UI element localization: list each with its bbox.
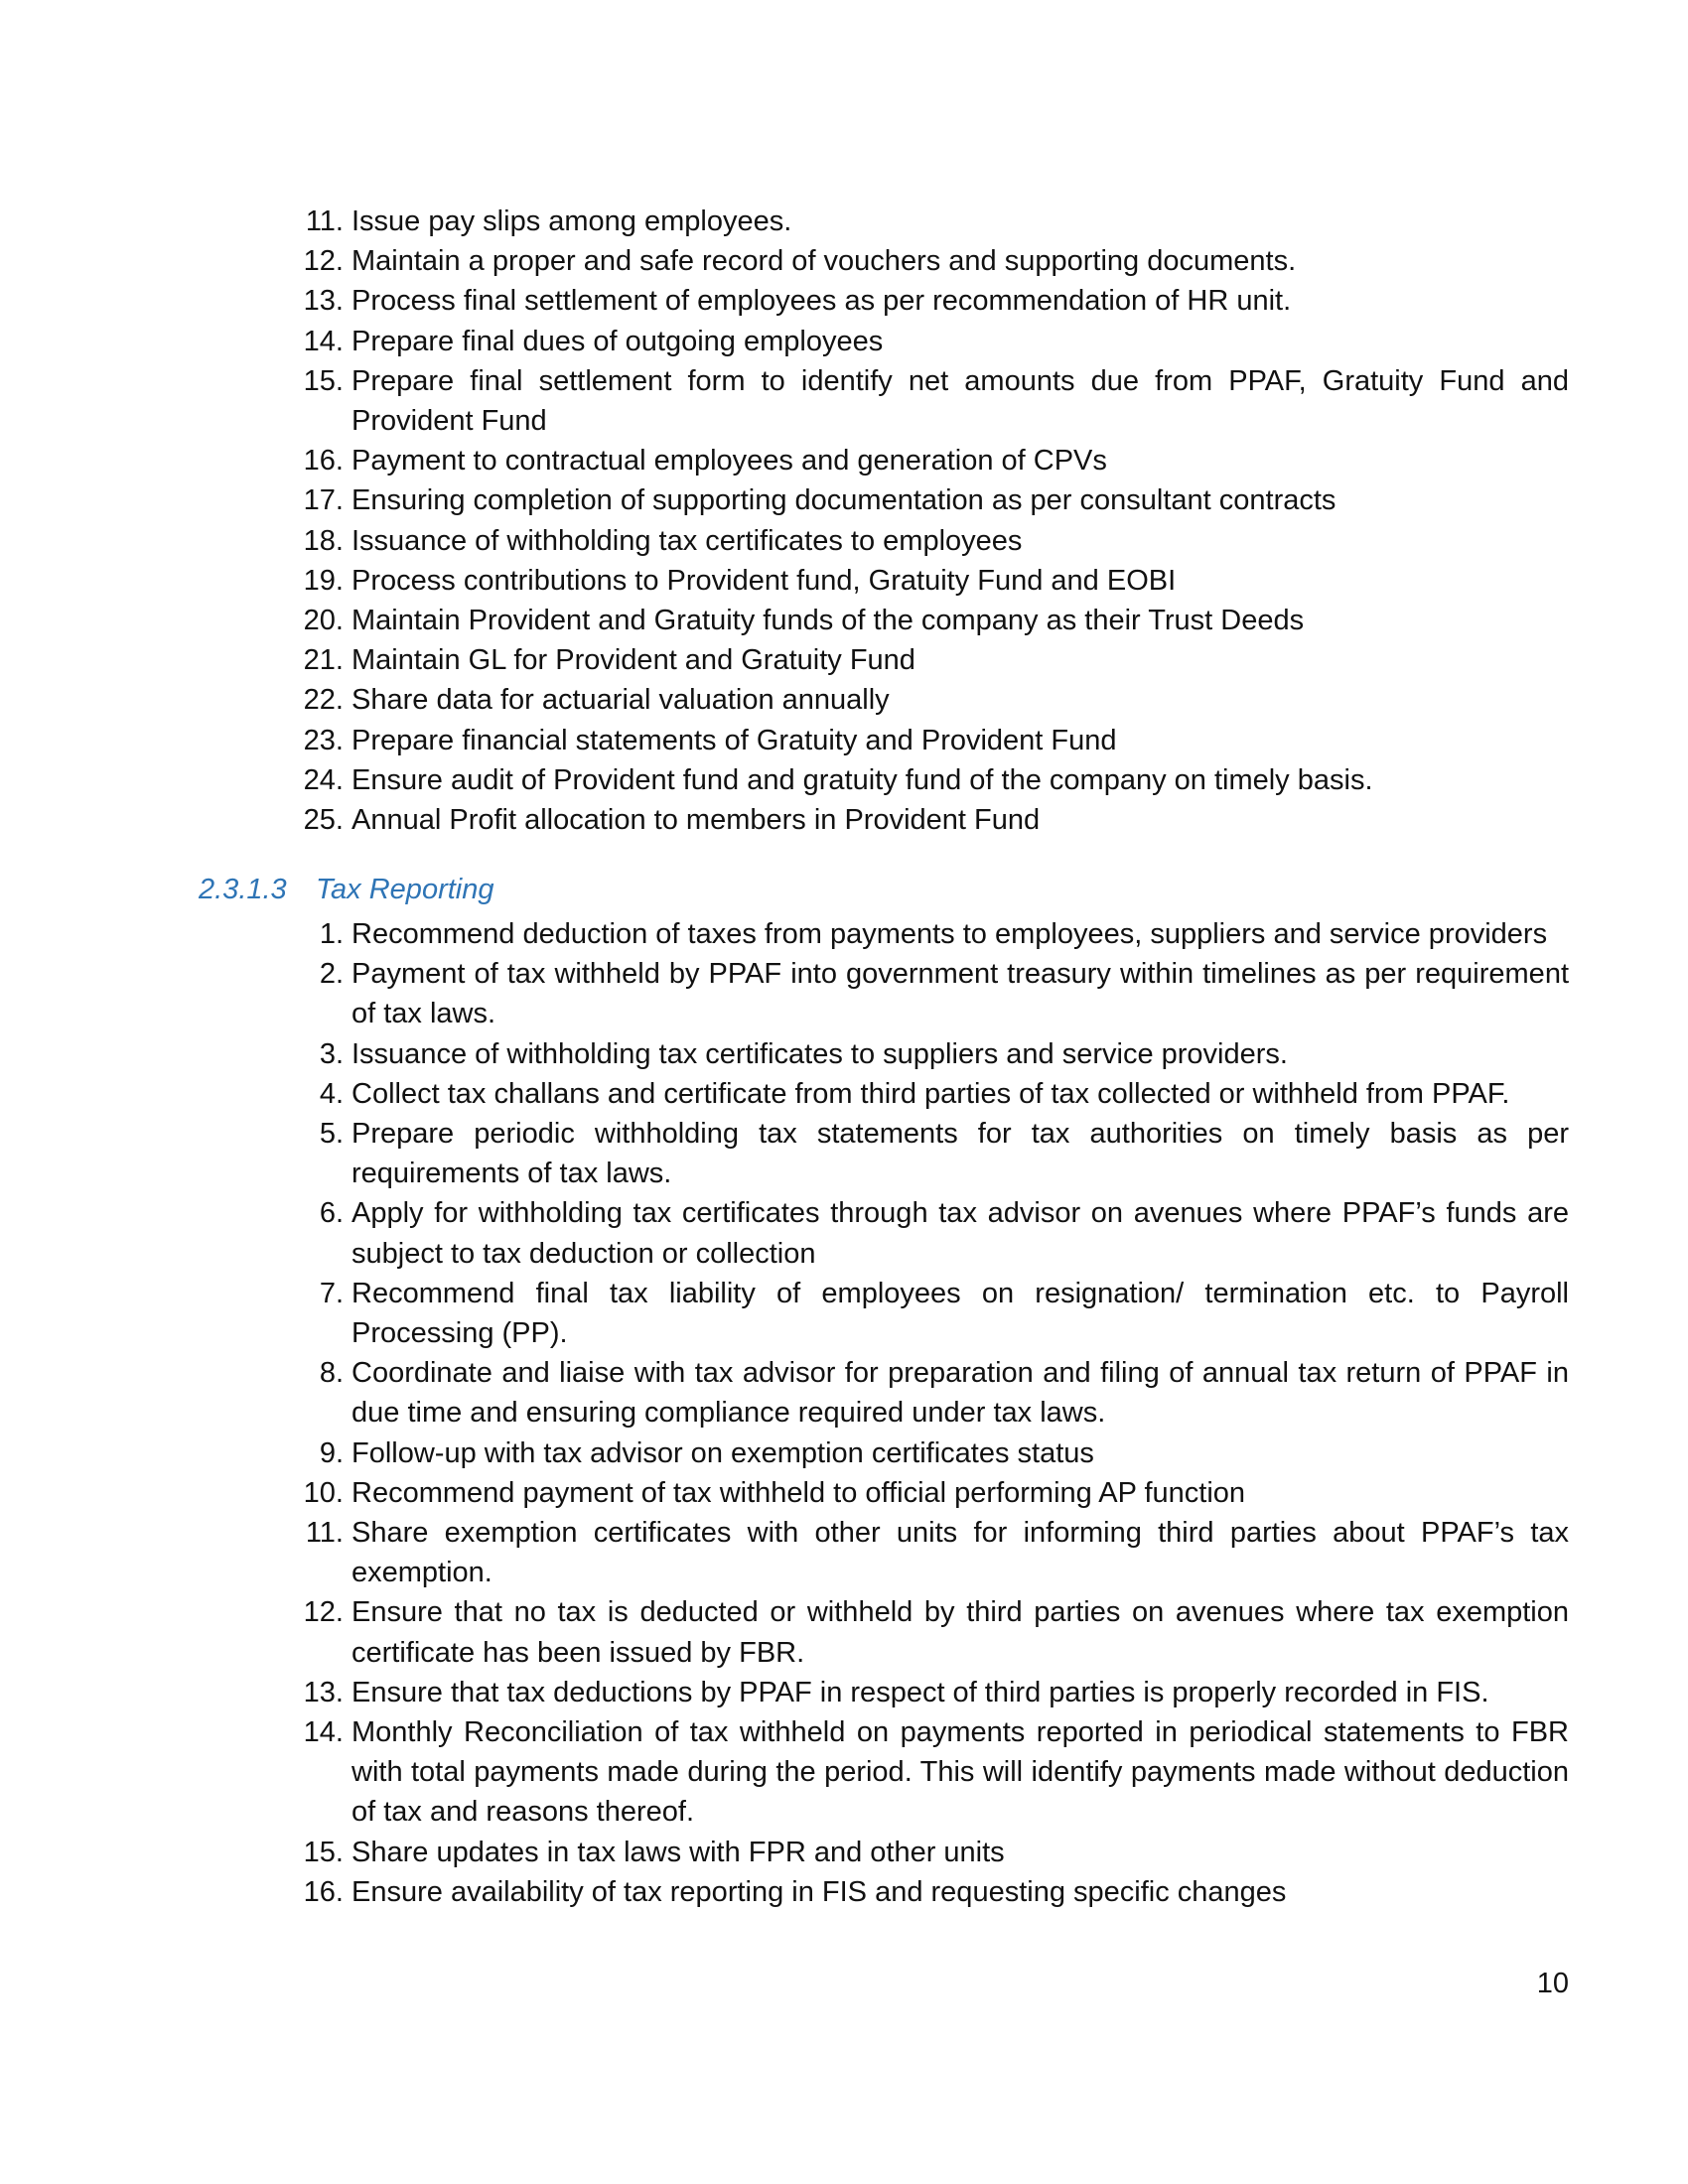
list-item-number: 3.: [319, 1037, 344, 1070]
list-item: [294, 800, 1569, 840]
list-item-number: 15.: [303, 1836, 344, 1868]
section-heading: [199, 870, 493, 909]
list-item-text: Coordinate and liaise with tax advisor for preparation and filing of annual tax return of PPAF in due time and ensuring compliance required under tax laws.: [352, 1357, 1569, 1430]
list-item-text: Payment to contractual employees and generation of CPVs: [352, 445, 1107, 478]
list-item: [294, 1833, 1569, 1872]
list-item-number: 13.: [303, 285, 344, 318]
list-item-text: Payment of tax withheld by PPAF into government treasury within timelines as per requirement of tax laws.: [352, 958, 1569, 1030]
list-item-text: Issuance of withholding tax certificates to suppliers and service providers.: [352, 1037, 1288, 1070]
list-item-number: 1.: [319, 918, 344, 950]
list-item: [294, 760, 1569, 800]
section-title: Tax Reporting: [316, 874, 494, 905]
list-item-number: 12.: [303, 245, 344, 278]
list-item-number: 22.: [303, 684, 344, 717]
list-item-number: 10.: [303, 1476, 344, 1509]
list-item-number: 11.: [305, 205, 344, 237]
list-item-number: 12.: [303, 1596, 344, 1629]
list-item-number: 16.: [303, 445, 344, 478]
list-item: [294, 241, 1569, 281]
list-item-text: Share exemption certificates with other units for informing third parties about PPAF’s tax exemption.: [352, 1517, 1569, 1589]
list-item: [294, 1433, 1569, 1473]
list-item: [294, 721, 1569, 760]
list-item-number: 13.: [303, 1676, 344, 1708]
list-item-text: Ensure that tax deductions by PPAF in respect of third parties is properly recorded in FIS.: [352, 1676, 1489, 1708]
list-item-number: 24.: [303, 763, 344, 796]
list-item-text: Ensure that no tax is deducted or withheld by third parties on avenues where tax exemption certificate has been issued by FBR.: [352, 1596, 1569, 1669]
list-item-number: 16.: [303, 1875, 344, 1908]
list-item-text: Ensure audit of Provident fund and gratuity fund of the company on timely basis.: [352, 763, 1373, 796]
list-item-number: 11.: [305, 1517, 344, 1550]
list-item: [294, 954, 1569, 1033]
list-item-text: Maintain Provident and Gratuity funds of the company as their Trust Deeds: [352, 605, 1305, 637]
tax-reporting-list: [294, 914, 1569, 1912]
list-item-number: 8.: [319, 1357, 344, 1390]
list-item: [294, 441, 1569, 480]
list-item-number: 5.: [319, 1118, 344, 1151]
list-item-text: Ensure availability of tax reporting in FIS and requesting specific changes: [352, 1875, 1287, 1908]
list-item-number: 20.: [303, 605, 344, 637]
list-item: [294, 521, 1569, 561]
list-item-text: Prepare periodic withholding tax statements for tax authorities on timely basis as per requirements of tax laws.: [352, 1118, 1569, 1190]
list-item: [294, 1712, 1569, 1833]
list-item-number: 23.: [303, 724, 344, 756]
list-item-text: Maintain GL for Provident and Gratuity Fund: [352, 644, 915, 677]
list-item-number: 21.: [303, 644, 344, 677]
page-number: 10: [1536, 1968, 1569, 1999]
list-item-number: 4.: [319, 1077, 344, 1110]
list-item-number: 25.: [303, 804, 344, 837]
list-item-text: Recommend payment of tax withheld to official performing AP function: [352, 1476, 1246, 1509]
list-item: [294, 561, 1569, 601]
list-item: [294, 322, 1569, 361]
list-item-number: 15.: [303, 364, 344, 397]
list-item-number: 9.: [319, 1436, 344, 1469]
list-item-text: Apply for withholding tax certificates through tax advisor on avenues where PPAF’s funds are subject to tax deduction or collection: [352, 1197, 1569, 1270]
list-item-text: Issue pay slips among employees.: [352, 205, 792, 237]
list-item: [294, 202, 1569, 241]
list-item-number: 6.: [319, 1197, 344, 1230]
list-item-text: Process final settlement of employees as per recommendation of HR unit.: [352, 285, 1292, 318]
list-item: [294, 1473, 1569, 1513]
list-item: [294, 1513, 1569, 1592]
list-item: [294, 680, 1569, 720]
list-item: [294, 1274, 1569, 1353]
list-item: [294, 1872, 1569, 1912]
list-item-text: Prepare financial statements of Gratuity and Provident Fund: [352, 724, 1117, 756]
list-item: [294, 281, 1569, 321]
list-item-number: 17.: [303, 484, 344, 517]
list-item: [294, 640, 1569, 680]
list-item: [294, 1673, 1569, 1712]
list-item: [294, 1353, 1569, 1433]
list-item: [294, 1034, 1569, 1074]
list-item-text: Prepare final settlement form to identify net amounts due from PPAF, Gratuity Fund and Provident Fund: [352, 364, 1569, 438]
list-item-number: 14.: [303, 325, 344, 357]
list-item-text: Follow-up with tax advisor on exemption certificates status: [352, 1436, 1094, 1469]
list-item: [294, 361, 1569, 441]
list-item-text: Maintain a proper and safe record of vouchers and supporting documents.: [352, 245, 1297, 278]
list-item: [294, 914, 1569, 954]
list-item-text: Collect tax challans and certificate from third parties of tax collected or withheld from PPAF.: [352, 1077, 1510, 1110]
payroll-duties-list: [294, 202, 1569, 840]
list-item-text: Recommend deduction of taxes from payments to employees, suppliers and service providers: [352, 918, 1548, 950]
list-item: [294, 1592, 1569, 1672]
list-item: [294, 1074, 1569, 1114]
list-item-number: 7.: [319, 1277, 344, 1309]
list-item-text: Recommend final tax liability of employees on resignation/ termination etc. to Payroll Processing (PP).: [352, 1277, 1569, 1350]
list-item-text: Share updates in tax laws with FPR and other units: [352, 1836, 1005, 1868]
list-item-text: Issuance of withholding tax certificates to employees: [352, 524, 1023, 557]
list-item-text: Annual Profit allocation to members in Provident Fund: [352, 804, 1041, 837]
list-item-text: Ensuring completion of supporting documentation as per consultant contracts: [352, 484, 1336, 517]
section-number: 2.3.1.3: [199, 874, 287, 905]
list-item-text: Monthly Reconciliation of tax withheld on payments reported in periodical statements to FBR with total payments made during the period. This will identify payments made without deduction of tax and reasons thereof.: [352, 1716, 1569, 1829]
list-item-number: 18.: [303, 524, 344, 557]
list-item-number: 2.: [319, 958, 344, 991]
list-item-text: Prepare final dues of outgoing employees: [352, 325, 884, 357]
list-item-number: 19.: [303, 564, 344, 597]
list-item-text: Process contributions to Provident fund, Gratuity Fund and EOBI: [352, 564, 1177, 597]
list-item-number: 14.: [303, 1716, 344, 1749]
list-item: [294, 1114, 1569, 1193]
list-item: [294, 480, 1569, 520]
list-item: [294, 1193, 1569, 1273]
list-item: [294, 601, 1569, 640]
list-item-text: Share data for actuarial valuation annually: [352, 684, 890, 717]
